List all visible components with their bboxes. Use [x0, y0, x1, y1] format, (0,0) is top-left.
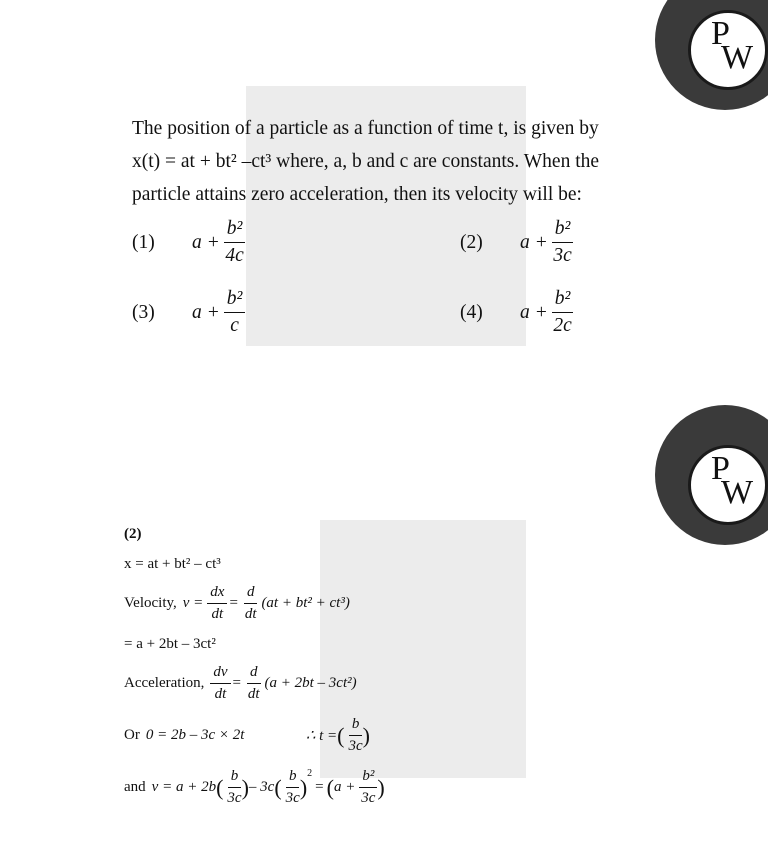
option-1[interactable]	[132, 218, 245, 267]
option-4-prefix: a +	[520, 301, 548, 323]
and-expr3: a +	[333, 779, 356, 795]
t-frac-d: 3c	[348, 738, 363, 754]
option-3[interactable]	[132, 288, 245, 337]
vel-frac1-d: dt	[211, 606, 224, 622]
acceleration-label: Acceleration,	[124, 675, 205, 691]
and-f1-d: 3c	[227, 790, 242, 806]
logo-letter-p: P	[711, 450, 730, 487]
velocity-v: v =	[182, 595, 204, 611]
therefore-expr: ∴ t =	[305, 728, 338, 744]
solution-line-1: x = at + bt² – ct³	[124, 556, 221, 572]
and-f3-n: b²	[359, 768, 377, 788]
pw-logo-bottom	[655, 405, 768, 545]
option-4-num: b²	[552, 288, 574, 313]
acc-frac1-n: dv	[210, 664, 230, 684]
vel-frac1-n: dx	[207, 584, 227, 604]
pw-logo-top-inner	[688, 10, 768, 90]
solution-and: and v = a + 2b ( $\frac{b}{3c}$ ) – 3c ( $\frac{b}{3c}$ ) $^2$ = ( a + $\frac{\text{b²}}{3c}$ )	[124, 768, 385, 806]
option-2-num: b²	[552, 218, 574, 243]
option-1-num: b²	[224, 218, 246, 243]
solution-answer: (2)	[124, 526, 142, 542]
vel-frac2-d: dt	[244, 606, 257, 622]
vel-eq: =	[229, 595, 238, 611]
question-line-3: particle attains zero acceleration, then its velocity will be:	[132, 184, 582, 205]
or-label: Or	[124, 727, 140, 743]
pw-logo-bottom-inner	[688, 445, 768, 525]
solution-line-3: = a + 2bt – 3ct²	[124, 636, 216, 652]
option-4-den: 2c	[553, 315, 572, 336]
option-1-label: (1)	[132, 231, 155, 253]
and-f2-d: 3c	[285, 790, 300, 806]
option-3-label: (3)	[132, 301, 155, 323]
acc-frac1-d: dt	[214, 686, 227, 702]
and-f1-n: b	[228, 768, 242, 788]
logo-letter-w: W	[721, 474, 754, 511]
and-f3-d: 3c	[361, 790, 376, 806]
option-1-prefix: a +	[192, 231, 220, 253]
option-2-den: 3c	[553, 245, 572, 266]
option-3-den: c	[230, 315, 239, 336]
and-f2-n: b	[286, 768, 300, 788]
option-2-prefix: a +	[520, 231, 548, 253]
or-expr: 0 = 2b – 3c × 2t	[145, 727, 245, 743]
vel-paren: (at + bt² + ct³)	[261, 595, 350, 611]
option-1-den: 4c	[225, 245, 244, 266]
pw-logo-top	[655, 0, 768, 110]
option-3-prefix: a +	[192, 301, 220, 323]
and-expr1: v = a + 2b	[151, 779, 217, 795]
option-2[interactable]	[460, 218, 573, 267]
solution-or: Or 0 = 2b – 3c × 2t ∴ t = ( $\frac{b}{3c}$ )	[124, 716, 370, 754]
solution-velocity	[124, 584, 350, 623]
question-text	[132, 112, 652, 211]
option-4[interactable]	[460, 288, 573, 337]
and-eq: =	[315, 779, 324, 795]
acc-paren: (a + 2bt – 3ct²)	[264, 675, 357, 691]
logo-letter-w: W	[721, 39, 754, 76]
acc-frac2-n: d	[247, 664, 261, 684]
acc-frac2-d: dt	[247, 686, 260, 702]
option-4-label: (4)	[460, 301, 483, 323]
logo-letter-p: P	[711, 15, 730, 52]
option-2-label: (2)	[460, 231, 483, 253]
and-expr2: – 3c	[248, 779, 275, 795]
and-label: and	[124, 779, 146, 795]
and-square: 2	[307, 768, 313, 779]
question-line-2: x(t) = at + bt² –ct³ where, a, b and c are constants. When the	[132, 151, 600, 172]
solution-acceleration	[124, 664, 357, 703]
t-frac-n: b	[349, 716, 363, 736]
velocity-label: Velocity,	[124, 595, 177, 611]
option-3-num: b²	[224, 288, 246, 313]
vel-frac2-n: d	[244, 584, 258, 604]
question-line-1: The position of a particle as a function of time t, is given by	[132, 118, 599, 139]
acc-eq: =	[232, 675, 242, 691]
